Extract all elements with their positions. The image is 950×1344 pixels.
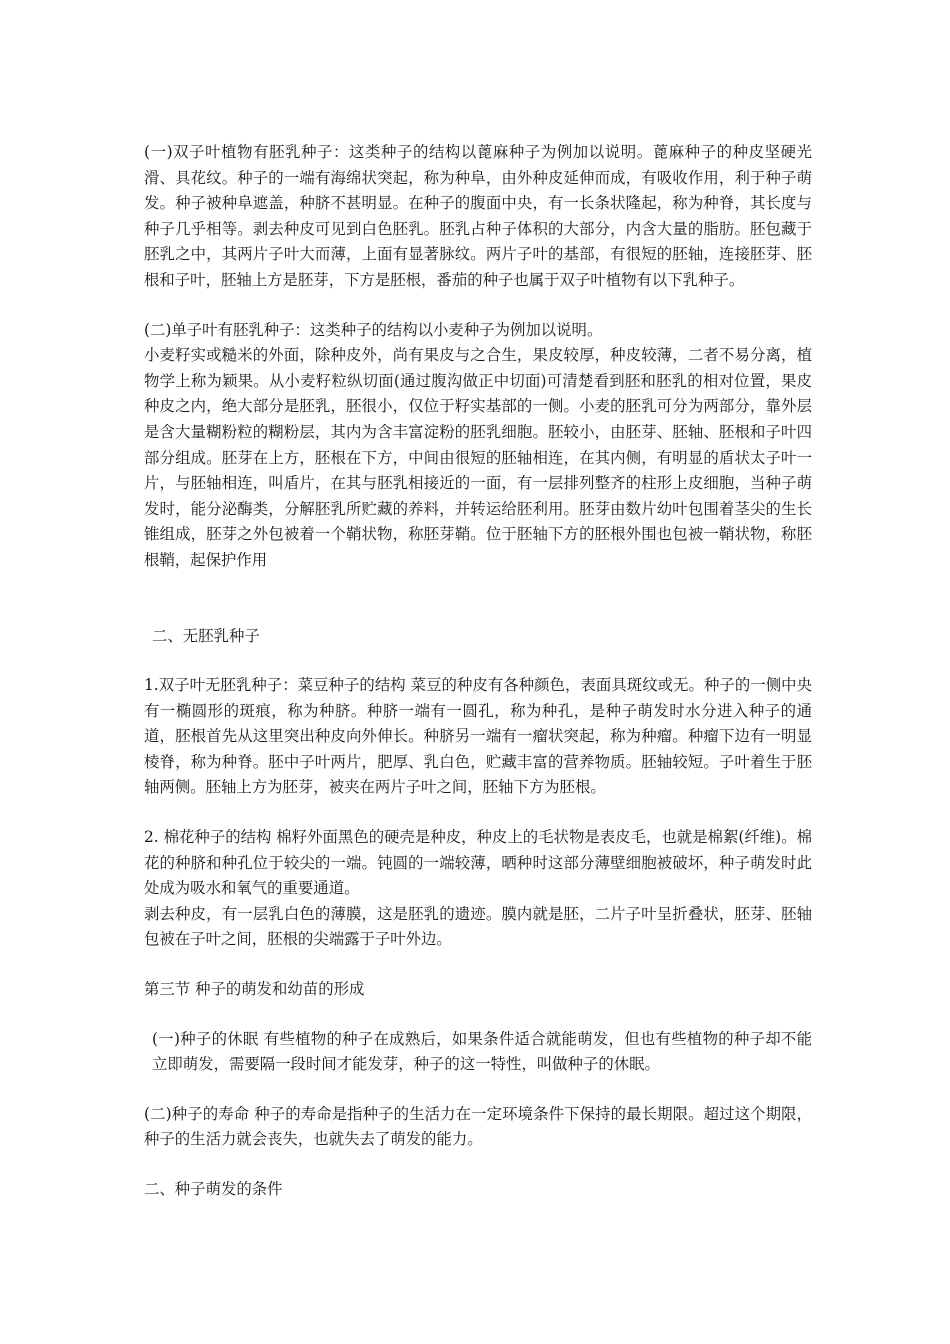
spacer <box>144 1003 812 1027</box>
paragraph-dicot-endosperm-seed: (一)双子叶植物有胚乳种子：这类种子的结构以蓖麻种子为例加以说明。蓖麻种子的种皮坚硬光滑、具花纹。种子的一端有海绵状突起，称为种阜，由外种皮延伸而成，有吸收作用，利于种子萌发。种子被种阜遮盖，种脐不甚明显。在种子的腹面中央，有一长条状隆起，称为种脊，其长度与种子几乎相等。剥去种皮可见到白色胚乳。胚乳占种子体积的大部分，内含大量的脂肪。胚包藏于胚乳之中，其两片子叶大而薄，上面有显著脉纹。两片子叶的基部，有很短的胚轴，连接胚芽、胚根和子叶，胚轴上方是胚芽，下方是胚根，番茄的种子也属于双子叶植物有以下乳种子。 <box>144 143 812 289</box>
spacer <box>144 294 812 318</box>
spacer <box>144 649 812 673</box>
heading-no-endosperm-seed: 二、无胚乳种子 <box>152 626 260 645</box>
paragraph-seed-longevity: (二)种子的寿命 种子的寿命是指种子的生活力在一定环境条件下保持的最长期限。超过这个期限，种子的生活力就会丧失，也就失去了萌发的能力。 <box>144 1104 812 1149</box>
heading-germination-conditions: 二、种子萌发的条件 <box>144 1180 283 1198</box>
paragraph-seed-dormancy: (一)种子的休眠 有些植物的种子在成熟后，如果条件适合就能萌发，但也有些植物的种子却不能立即萌发，需要隔一段时间才能发芽，种子的这一特性，叫做种子的休眠。 <box>152 1029 812 1074</box>
spacer <box>144 1078 812 1102</box>
heading-section-three: 第三节 种子的萌发和幼苗的形成 <box>144 980 365 999</box>
paragraph-cotton-seed-structure: 2. 棉花种子的结构 棉籽外面黑色的硬壳是种皮，种皮上的毛状物是表皮毛，也就是棉絮(纤维)。棉花的种脐和种孔位于较尖的一端。钝圆的一端较薄，晒种时这部分薄壁细胞被破坏，种子萌发时此处成为吸水和氧气的重要通道。 <box>144 828 812 898</box>
spacer <box>144 953 812 977</box>
paragraph-monocot-title: (二)单子叶有胚乳种子：这类种子的结构以小麦种子为例加以说明。 <box>144 320 603 339</box>
document-page <box>144 140 812 1203</box>
paragraph-bean-seed-structure: 1.双子叶无胚乳种子：菜豆种子的结构 菜豆的种皮有各种颜色，表面具斑纹或无。种子的一侧中央有一椭圆形的斑痕，称为种脐。种脐一端有一圆孔，称为种孔，是种子萌发时水分进入种子的通道，胚根首先从这里突出种皮向外伸长。种脐另一端有一瘤状突起，称为种瘤。种瘤下边有一明显棱脊，称为种脊。胚中子叶两片，肥厚、乳白色，贮藏丰富的营养物质。胚轴较短。子叶着生于胚轴两侧。胚轴上方为胚芽，被夹在两片子叶之间，胚轴下方为胚根。 <box>144 676 812 797</box>
paragraph-cotton-seed-embryo: 剥去种皮，有一层乳白色的薄膜，这是胚乳的遗迹。膜内就是胚，二片子叶呈折叠状，胚芽、胚轴包被在子叶之间，胚根的尖端露于子叶外边。 <box>144 904 812 949</box>
spacer <box>144 801 812 825</box>
spacer <box>144 574 812 624</box>
paragraph-wheat-seed-structure: 小麦籽实或糙米的外面，除种皮外，尚有果皮与之合生，果皮较厚，种皮较薄，二者不易分离，植物学上称为颖果。从小麦籽粒纵切面(通过腹沟做正中切面)可清楚看到胚和胚乳的相对位置，果皮种皮之内，绝大部分是胚乳，胚很小，仅位于籽实基部的一侧。小麦的胚乳可分为两部分，靠外层是含大量糊粉粒的糊粉层，其内为含丰富淀粉的胚乳细胞。胚较小，由胚芽、胚轴、胚根和子叶四部分组成。胚芽在上方，胚根在下方，中间由很短的胚轴相连，在其内侧，有明显的盾状太子叶一片，与胚轴相连，叫盾片，在其与胚乳相接近的一面，有一层排列整齐的柱形上皮细胞，当种子萌发时，能分泌酶类，分解胚乳所贮藏的养料，并转运给胚利用。胚芽由数片幼叶包围着茎尖的生长锥组成，胚芽之外包被着一个鞘状物，称胚芽鞘。位于胚轴下方的胚根外围也包被一鞘状物，称胚根鞘，起保护作用 <box>144 346 812 569</box>
spacer <box>144 1153 812 1177</box>
